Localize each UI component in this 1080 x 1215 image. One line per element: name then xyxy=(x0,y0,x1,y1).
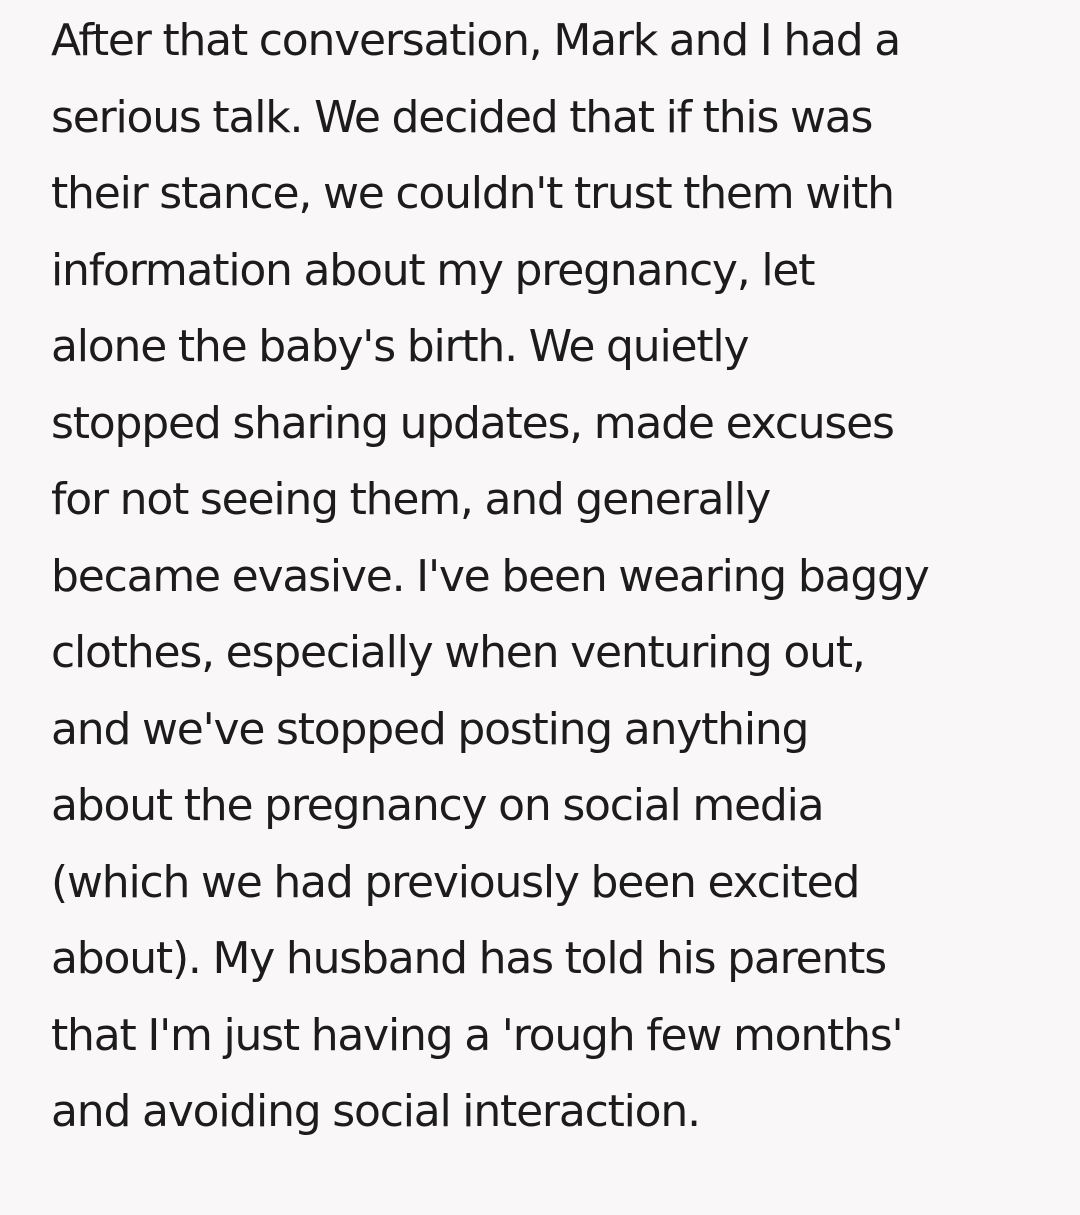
post-body-text xyxy=(51,3,1061,1151)
text-line: for not seeing them, and generally xyxy=(51,474,771,525)
text-line: that I'm just having a 'rough few months' xyxy=(51,1009,903,1061)
text-line: serious talk. We decided that if this was xyxy=(51,91,873,143)
text-line: and avoiding social interaction. xyxy=(51,1086,700,1137)
text-line: stopped sharing updates, made excuses xyxy=(51,397,894,449)
text-line: their stance, we couldn't trust them with xyxy=(51,168,894,219)
text-line: clothes, especially when venturing out, xyxy=(51,627,865,678)
text-line: alone the baby's birth. We quietly xyxy=(51,321,749,372)
text-line: information about my pregnancy, let xyxy=(51,244,815,296)
text-line: After that conversation, Mark and I had a xyxy=(51,15,901,66)
text-line: became evasive. I've been wearing baggy xyxy=(51,550,929,602)
text-line: about the pregnancy on social media xyxy=(51,780,824,831)
text-line: (which we had previously been excited xyxy=(51,856,860,908)
text-line: about). My husband has told his parents xyxy=(51,933,886,984)
text-line: and we've stopped posting anything xyxy=(51,703,809,755)
